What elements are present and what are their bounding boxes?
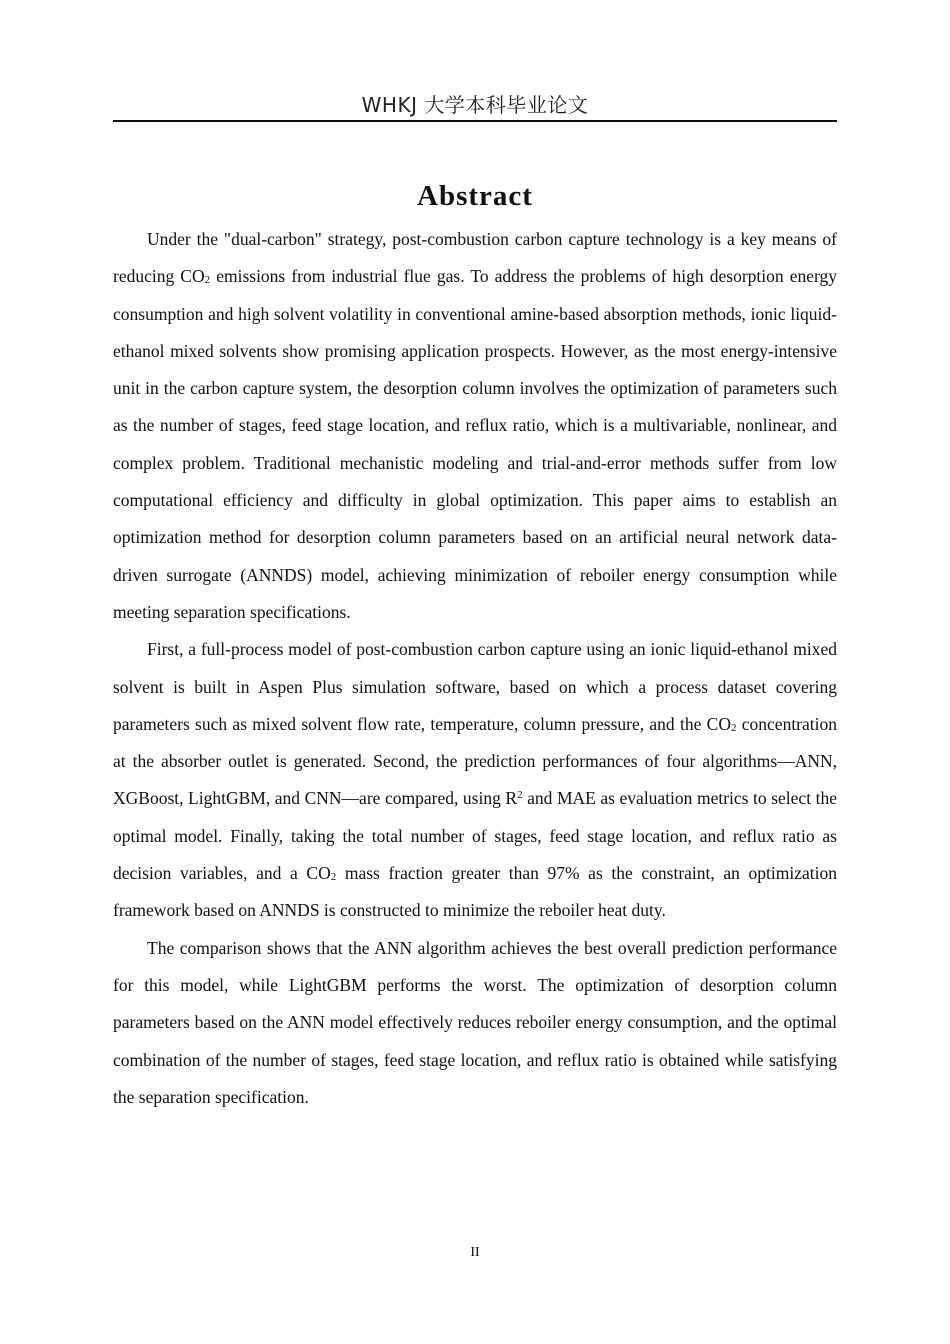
page-number: II xyxy=(470,1245,480,1260)
paragraph xyxy=(113,930,837,1116)
text-run: First, a full-process model of post-combustion carbon capture using an ionic liquid-ethanol mixed solvent is built in Aspen Plus simulation software, based on which a process dataset covering parameters such as mixed solvent flow rate, temperature, column pressure, and the CO xyxy=(113,639,837,734)
header-text: WHKJ 大学本科毕业论文 xyxy=(361,93,589,117)
running-header xyxy=(113,92,837,122)
text-run: Under the "dual-carbon" strategy, post-combustion carbon capture technology is a key means of reducing CO xyxy=(113,229,837,287)
subscript: 2 xyxy=(730,721,737,734)
superscript: 2 xyxy=(517,789,523,802)
subscript: 2 xyxy=(330,871,337,884)
text-run: emissions from industrial flue gas. To address the problems of high desorption energy consumption and high solvent volatility in conventional amine-based absorption methods, ionic liquid-ethanol mixed solvents show promising application prospects. However, as the most energy-intensive unit in the carbon capture system, the desorption column involves the optimization of parameters such as the number of stages, feed stage location, and reflux ratio, which is a multivariable, nonlinear, and complex problem. Traditional mechanistic modeling and trial-and-error methods suffer from low computational efficiency and difficulty in global optimization. This paper aims to establish an optimization method for desorption column parameters based on an artificial neural network data-driven surrogate (ANNDS) model, achieving minimization of reboiler energy consumption while meeting separation specifications. xyxy=(113,266,837,622)
text-run: and MAE as evaluation metrics to select the optimal model. Finally, taking the total number of stages, feed stage location, and reflux ratio as decision variables, and a CO xyxy=(113,788,837,884)
text-run: The comparison shows that the ANN algorithm achieves the best overall prediction performance for this model, while LightGBM performs the worst. The optimization of desorption column parameters based on the ANN model effectively reduces reboiler energy consumption, and the optimal combination of the number of stages, feed stage location, and reflux ratio is obtained while satisfying the separation specification. xyxy=(113,937,837,1107)
subscript: 2 xyxy=(204,274,211,287)
text-run: concentration at the absorber outlet is generated. Second, the prediction performances of four algorithms—ANN, XGBoost, LightGBM, and CNN—are compared, using R xyxy=(113,713,837,809)
abstract-body xyxy=(113,221,837,1116)
paragraph xyxy=(113,631,837,929)
text-run: mass fraction greater than 97% as the constraint, an optimization framework based on ANNDS is constructed to minimize the reboiler heat duty. xyxy=(113,863,837,921)
paragraph xyxy=(113,221,837,631)
page-title: Abstract xyxy=(417,180,533,213)
